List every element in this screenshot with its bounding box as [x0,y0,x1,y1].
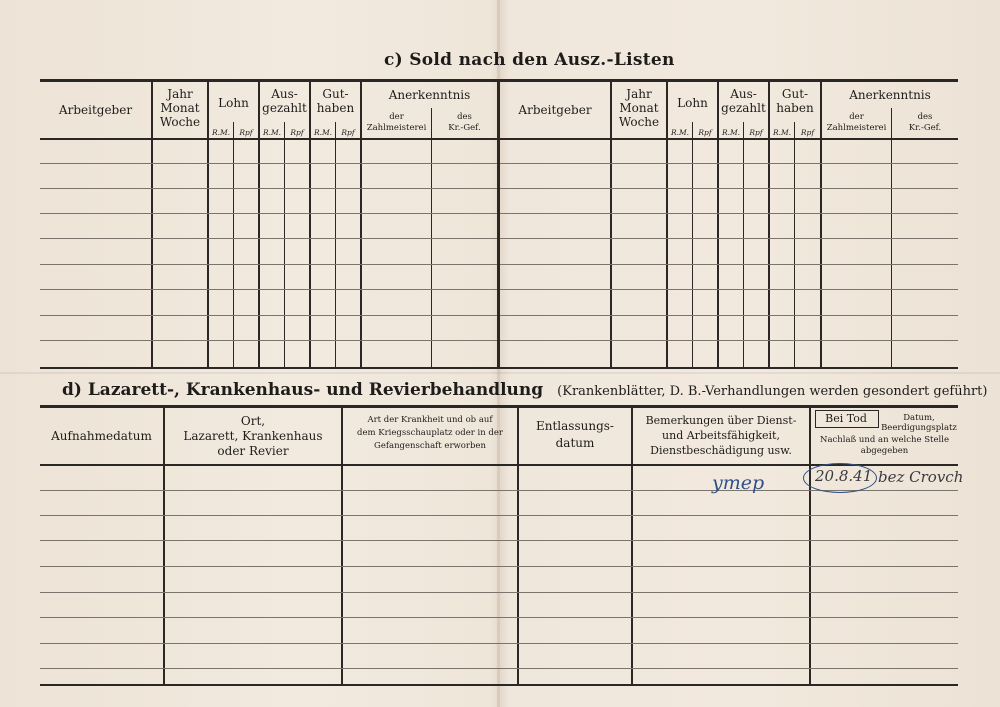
header-zahlmeisterei: Zahlmeisterei [826,123,887,133]
header-rm: R.M. [772,128,792,137]
header-lohn: Lohn [218,96,249,110]
handwritten-place: bez Crovch [878,468,964,486]
header-guthaben-2: haben [776,101,814,115]
header-anerkenntnis: Anerkenntnis [849,88,931,102]
handwritten-bemerkung: ymep [712,472,765,494]
header-datum-2: Beerdigungsplatz [881,423,957,433]
header-arbeitgeber: Arbeitgeber [58,103,133,117]
header-rpf: Rpf [239,128,253,137]
horizontal-fold-crease [0,372,1000,374]
header-beitod: Bei Tod [825,412,867,425]
header-guthaben-1: Gut- [322,87,349,101]
header-guthaben-1: Gut- [781,87,809,101]
header-datum-1: Datum, [903,413,935,423]
header-art-1: Art der Krankheit und ob auf [367,415,493,425]
header-rpf: Rpf [341,128,355,137]
header-entlassung-1: Entlassungs- [536,419,614,433]
section-d-note: (Krankenblätter, D. B.-Verhandlungen werden gesondert geführt) [557,384,988,399]
header-rm: R.M. [211,128,231,137]
section-d-title [62,380,987,400]
section-c-title: c) Sold nach den Ausz.-Listen [384,50,675,70]
header-des: des [457,112,472,122]
header-ausgezahlt-1: Aus- [271,87,298,101]
header-rm: R.M. [670,128,690,137]
header-lohn: Lohn [677,96,708,110]
section-d-title-text: d) Lazarett-, Krankenhaus- und Revierbehandlung [62,380,544,400]
header-art-2: dem Kriegsschauplatz oder in der [357,428,503,438]
header-ausgezahlt-1: Aus- [730,87,757,101]
header-nachlass-1: Nachlaß und an welche Stelle [820,435,949,445]
header-bemerk-1: Bemerkungen über Dienst- [645,414,797,427]
header-guthaben-2: haben [316,101,355,115]
header-anerkenntnis: Anerkenntnis [388,88,471,102]
header-art-3: Gefangenschaft erworben [374,441,486,451]
header-rm: R.M. [262,128,282,137]
header-rm: R.M. [313,128,333,137]
header-arbeitgeber: Arbeitgeber [518,103,592,117]
header-zahlmeisterei: Zahlmeisterei [366,123,427,133]
header-entlassung-2: datum [555,436,595,450]
header-ort-3: oder Revier [217,444,289,458]
header-ort-1: Ort, [240,414,266,428]
header-ausgezahlt-2: gezahlt [262,101,307,115]
header-ort-2: Lazarett, Krankenhaus [183,429,323,443]
header-krgef: Kr.-Gef. [908,123,942,133]
header-bemerk-2: und Arbeitsfähigkeit, [662,429,780,442]
header-jahr: Jahr [626,87,652,101]
header-jahr: Jahr [167,87,193,101]
header-rpf: Rpf [698,128,712,137]
header-monat: Monat [160,101,200,115]
header-nachlass-2: abgegeben [860,446,909,456]
header-des: des [917,112,933,122]
header-monat: Monat [619,101,659,115]
handwritten-date: 20.8.41 [815,467,873,485]
header-der: der [849,112,864,122]
header-der: der [389,112,404,122]
header-rpf: Rpf [800,128,815,137]
header-bemerk-3: Dienstbeschädigung usw. [650,444,792,457]
header-woche: Woche [159,115,201,129]
header-rm: R.M. [721,128,741,137]
header-krgef: Kr.-Gef. [448,123,481,133]
header-woche: Woche [618,115,660,129]
header-aufnahmedatum: Aufnahmedatum [51,429,152,443]
header-ausgezahlt-2: gezahlt [721,101,766,115]
header-rpf: Rpf [749,128,763,137]
header-rpf: Rpf [290,128,304,137]
